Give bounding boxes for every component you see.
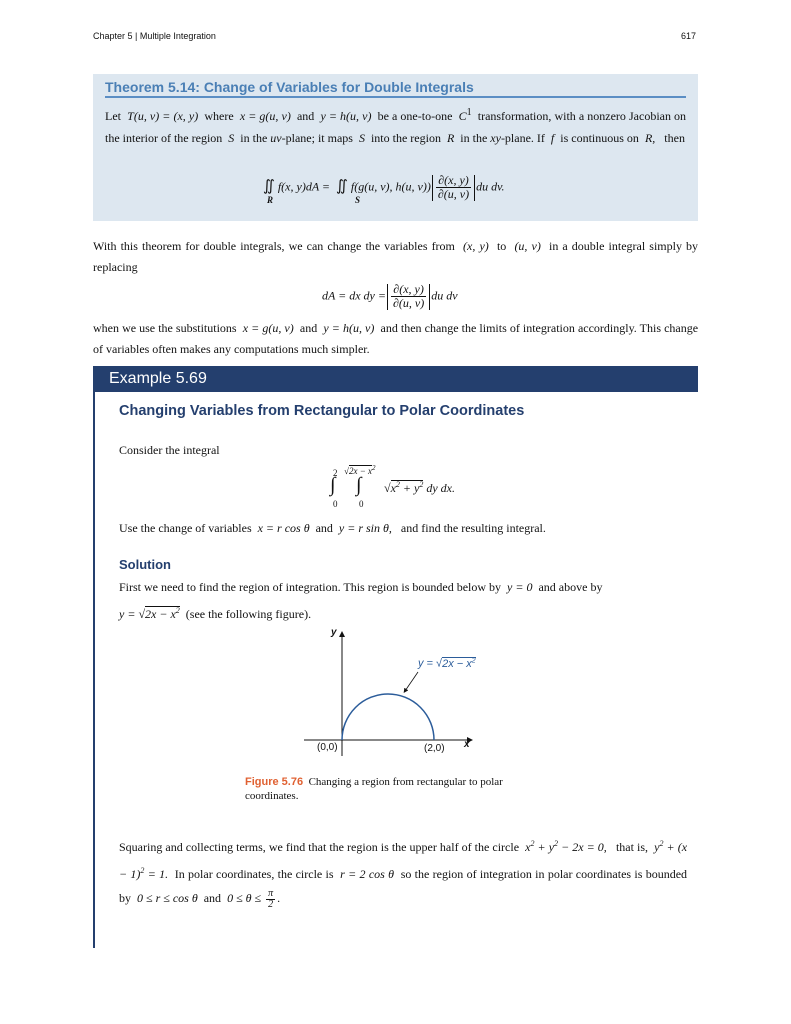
- y-axis-label: y: [331, 627, 337, 638]
- theorem-box: [93, 74, 698, 221]
- page-number: 617: [681, 31, 697, 41]
- example-left-rule: [93, 392, 95, 948]
- curve-pointer-arrow: [405, 672, 418, 691]
- solution-heading: Solution: [119, 557, 171, 572]
- chapter-header: Chapter 5 | Multiple Integration: [93, 31, 216, 41]
- solution-paragraph-2: Squaring and collecting terms, we find that the region is the upper half of the circle $x^2 + y^2 - 2x = 0$, that is, $y^2 + (x - 1)^2 = 1$. In polar coordinates, the circle is r = 2 cos θ so the region of integration in polar coordinates is bounded by 0 ≤ r ≤ cos θ and 0 ≤ θ ≤ $\frac{\pi}{2}$ .: [119, 839, 688, 910]
- origin-label: (0,0): [317, 742, 338, 753]
- point-2-0-label: (2,0): [424, 743, 445, 754]
- solution-paragraph-1: First we need to find the region of integration. This region is bounded below by y = 0 and above by $y = √2x - x^2$ (see the following figure).: [119, 580, 603, 621]
- paragraph-intro: With this theorem for double integrals, we can change the variables from (x, y) to (u, v) in a double integral simply by replacing: [93, 239, 699, 274]
- region-figure: [300, 626, 500, 761]
- change-of-variables-text: Use the change of variables x = r cos θ and y = r sin θ, and find the resulting integral.: [119, 521, 546, 535]
- figure-caption: Figure 5.76 Changing a region from rectangular to polar coordinates.: [245, 776, 503, 802]
- x-axis-label: x: [464, 739, 470, 750]
- consider-text: Consider the integral: [119, 443, 220, 457]
- region-S-subscript: S: [355, 195, 361, 205]
- example-title: Changing Variables from Rectangular to Polar Coordinates: [119, 403, 525, 419]
- theorem-body: Let T(u, v) = (x, y) where x = g(u, v) and y = h(u, v) be a one-to-one $C^1$ transformation, with a nonzero Jacobian on the interior of the region S in the uv-plane; it maps S into the region R in the xy-plane. If f is continuous on R, then: [105, 107, 687, 145]
- theorem-formula: ∬ f(x, y)dA = ∬ f(g(u, v), h(u, v)) $\frac{\partial(x, y)}{\partial(u, v)}$ du dv.: [263, 173, 505, 201]
- semicircle-curve: [342, 694, 434, 740]
- jacobian-formula: dA = dx dy = $\frac{\partial(x, y)}{\partial(u, v)}$ du dv: [322, 282, 458, 310]
- theorem-title: Theorem 5.14: Change of Variables for Double Integrals: [105, 79, 474, 95]
- example-label: Example 5.69: [109, 370, 207, 387]
- theorem-title-rule: [105, 96, 686, 98]
- example-header: [93, 366, 698, 392]
- region-R-subscript: R: [267, 195, 274, 205]
- paragraph-substitution: when we use the substitutions x = g(u, v) and y = h(u, v) and then change the limits of integration accordingly. This change of variables often makes any computations much simpler.: [93, 321, 699, 356]
- curve-label: $y = √2x - x^2$: [418, 657, 476, 670]
- example-integral: 2 0 ∫ $√2x - x^2$ 0 ∫ $√x^2 + y^2$ dy dx.: [330, 464, 456, 509]
